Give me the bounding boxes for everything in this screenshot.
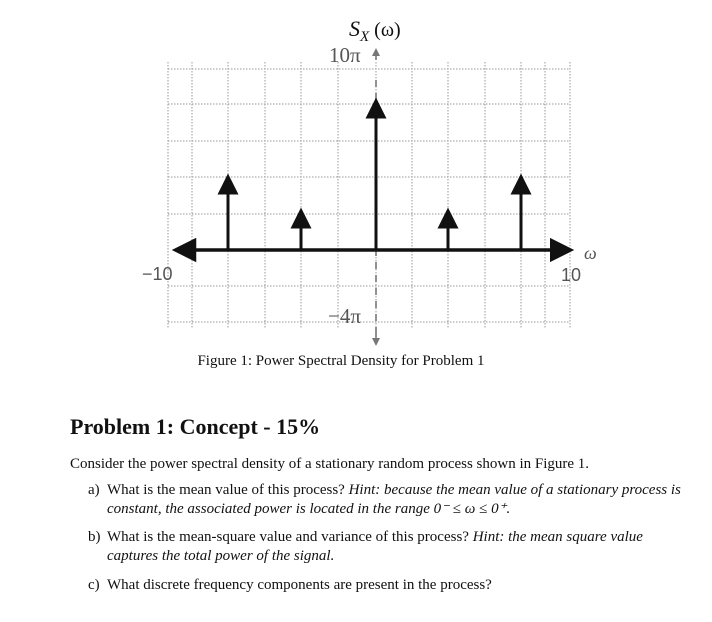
impulse-stems (228, 108, 521, 250)
question-b (88, 528, 688, 566)
question-hint: Hint: the mean square value captures the total power of the signal. (107, 529, 643, 564)
question-letter: a) (88, 482, 100, 498)
question-text: What is the mean value of this process? (107, 482, 345, 498)
problem-intro: Consider the power spectral density of a stationary random process shown in Figure 1. (70, 456, 590, 472)
figure-caption: Figure 1: Power Spectral Density for Problem 1 (197, 353, 485, 369)
left-tick-label: −10 (142, 264, 173, 284)
bottom-value-label: −4π (328, 304, 361, 328)
problem-heading: Problem 1: Concept - 15% (70, 414, 321, 439)
top-value-label: 10π (329, 43, 361, 67)
question-letter: b) (88, 529, 101, 545)
question-c (88, 576, 688, 595)
right-tick-label: 10 (561, 265, 582, 285)
y-axis-title: $S_X$ (ω) (349, 16, 401, 45)
question-a (88, 481, 688, 519)
question-text: What is the mean-square value and variance of this process? (107, 529, 469, 545)
question-text: What discrete frequency components are present in the process? (107, 577, 492, 593)
x-axis-title: ω (584, 243, 597, 263)
question-hint: Hint: because the mean value of a stationary process is constant, the associated power is located in the range 0⁻ ≤ ω ≤ 0⁺. (107, 482, 681, 517)
question-letter: c) (88, 577, 100, 593)
